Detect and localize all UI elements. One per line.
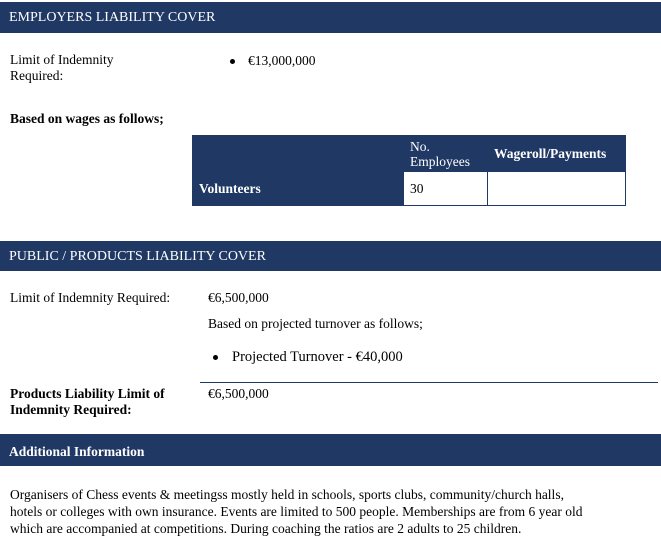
additional-info-title: Additional Information	[9, 444, 145, 459]
row-label: Volunteers	[193, 172, 404, 206]
public-limit-value: €6,500,000	[208, 290, 269, 305]
public-liability-title: PUBLIC / PRODUCTS LIABILITY COVER	[9, 249, 266, 264]
additional-info-text: Organisers of Chess events & meetingss mostly held in schools, sports clubs, community/church halls, hotels or colleges with own insurance. Events are limited to 500 people. Memberships are from 6 year old which are accompanied at competitions. During coaching the ratios are 2 adults to 25 children.	[10, 487, 583, 536]
table-row	[193, 172, 626, 206]
header-employees: No. Employees	[404, 136, 488, 172]
row-employees: 30	[404, 172, 488, 206]
products-limit-value: €6,500,000	[208, 386, 269, 401]
bullet-icon	[230, 59, 235, 64]
header-blank-cell	[193, 136, 404, 172]
wages-heading: Based on wages as follows;	[10, 111, 164, 126]
turnover-item: Projected Turnover - €40,000	[232, 349, 403, 365]
employers-limit-label: Limit of Indemnity Required:	[10, 52, 114, 83]
employers-liability-title: EMPLOYERS LIABILITY COVER	[9, 10, 216, 25]
employers-limit-value: €13,000,000	[248, 53, 316, 68]
wages-table	[192, 135, 626, 206]
header-wageroll: Wageroll/Payments	[488, 136, 626, 172]
employers-liability-header	[0, 2, 661, 33]
divider-line	[200, 382, 658, 383]
additional-info-header	[0, 434, 661, 466]
bullet-icon	[213, 355, 218, 360]
row-wageroll	[488, 172, 626, 206]
wages-table-header	[193, 136, 626, 172]
public-limit-label: Limit of Indemnity Required:	[10, 290, 171, 305]
products-limit-label: Products Liability Limit of Indemnity Required:	[10, 386, 165, 417]
turnover-note: Based on projected turnover as follows;	[208, 316, 423, 331]
public-liability-header	[0, 241, 661, 271]
